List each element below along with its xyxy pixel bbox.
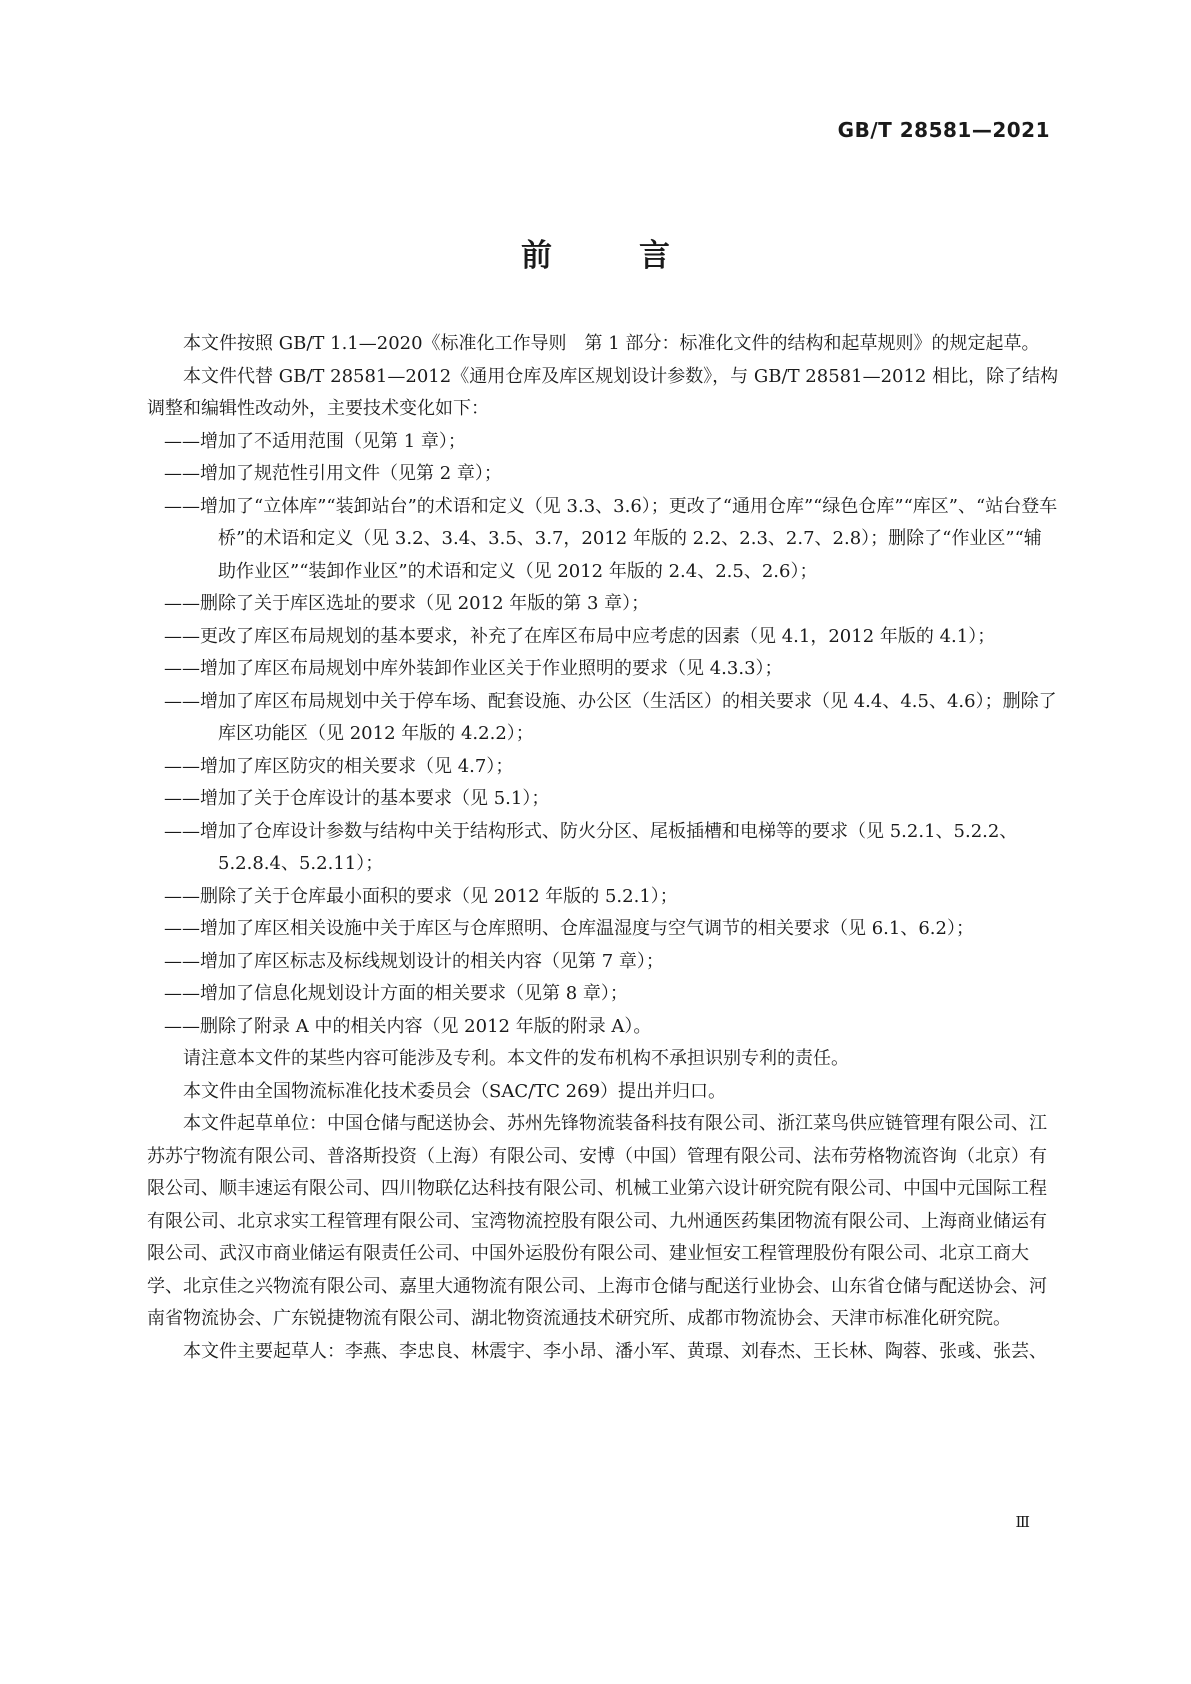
paragraph-drafters: 本文件主要起草人：李燕、李忠良、林震宇、李小昂、潘小军、黄璟、刘春杰、王长林、陶蓉、张彧、张芸、 bbox=[183, 1340, 1047, 1362]
paragraph-replacement: 本文件代替 GB/T 28581—2012《通用仓库及库区规划设计参数》，与 GB/T 28581—2012 相比，除了结构调整和编辑性改动外，主要技术变化如下： bbox=[147, 365, 1059, 419]
change-list-item: ——增加了库区布局规划中关于停车场、配套设施、办公区（生活区）的相关要求（见 4.4、4.5、4.6）；删除了库区功能区（见 2012 年版的 4.2.2）； bbox=[164, 690, 1057, 744]
change-list-item: ——增加了仓库设计参数与结构中关于结构形式、防火分区、尾板插槽和电梯等的要求（见 5.2.1、5.2.2、5.2.8.4、5.2.11）； bbox=[164, 820, 1018, 874]
change-list-item: ——增加了信息化规划设计方面的相关要求（见第 8 章）； bbox=[164, 983, 628, 1004]
change-list-item: ——删除了关于仓库最小面积的要求（见 2012 年版的 5.2.1）； bbox=[164, 885, 678, 907]
paragraph-proposer: 本文件由全国物流标准化技术委员会（SAC/TC 269）提出并归口。 bbox=[183, 1080, 727, 1102]
paragraph-drafting-units: 本文件起草单位：中国仓储与配送协会、苏州先锋物流装备科技有限公司、浙江菜鸟供应链管理有限公司、江苏苏宁物流有限公司、普洛斯投资（上海）有限公司、安博（中国）管理有限公司、法布劳格物流咨询（北京）有限公司、顺丰速运有限公司、四川物联亿达科技有限公司、机械工业第六设计研究院有限公司、中国中元国际工程有限公司、北京求实工程管理有限公司、宝湾物流控股有限公司、九州通医药集团物流有限公司、上海商业储运有限公司、武汉市商业储运有限责任公司、中国外运股份有限公司、建业恒安工程管理股份有限公司、北京工商大学、北京佳之兴物流有限公司、嘉里大通物流有限公司、上海市仓储与配送行业协会、山东省仓储与配送协会、河南省物流协会、广东锐捷物流有限公司、湖北物资流通技术研究所、成都市物流协会、天津市标准化研究院。 bbox=[147, 1113, 1047, 1329]
change-list-item: ——增加了关于仓库设计的基本要求（见 5.1）； bbox=[164, 788, 550, 809]
change-list-item: ——删除了关于库区选址的要求（见 2012 年版的第 3 章）； bbox=[164, 593, 650, 614]
change-list-item: ——增加了库区相关设施中关于库区与仓库照明、仓库温湿度与空气调节的相关要求（见 6.1、6.2）； bbox=[164, 918, 974, 939]
change-list-item: ——增加了库区防灾的相关要求（见 4.7）； bbox=[164, 755, 514, 777]
page-number: Ⅲ bbox=[1015, 1513, 1030, 1531]
document-body bbox=[147, 328, 1059, 1368]
paragraph-drafting-rules: 本文件按照 GB/T 1.1—2020《标准化工作导则 第 1 部分：标准化文件的结构和起草规则》的规定起草。 bbox=[183, 333, 1040, 354]
change-list-item: ——增加了库区布局规划中库外装卸作业区关于作业照明的要求（见 4.3.3）； bbox=[164, 658, 783, 679]
change-list-item: ——增加了“立体库”“装卸站台”的术语和定义（见 3.3、3.6）；更改了“通用仓库”“绿色仓库”“库区”、“站台登车桥”的术语和定义（见 3.2、3.4、3.5、3.7，2012 年版的 2.2、2.3、2.7、2.8）；删除了“作业区”“辅助作业区”“装卸作业区”的术语和定义（见 2012 年版的 2.4、2.5、2.6）； bbox=[164, 495, 1058, 582]
change-list-item: ——增加了不适用范围（见第 1 章）； bbox=[164, 430, 466, 452]
standard-number: GB/T 28581—2021 bbox=[837, 118, 1050, 142]
change-list-item: ——增加了规范性引用文件（见第 2 章）； bbox=[164, 463, 502, 484]
page-title: 前 言 bbox=[521, 238, 698, 274]
paragraph-patent-notice: 请注意本文件的某些内容可能涉及专利。本文件的发布机构不承担识别专利的责任。 bbox=[183, 1048, 849, 1069]
change-list-item: ——更改了库区布局规划的基本要求，补充了在库区布局中应考虑的因素（见 4.1，2012 年版的 4.1）； bbox=[164, 625, 996, 647]
change-list-item: ——增加了库区标志及标线规划设计的相关内容（见第 7 章）； bbox=[164, 950, 664, 972]
change-list-item: ——删除了附录 A 中的相关内容（见 2012 年版的附录 A）。 bbox=[164, 1015, 652, 1037]
